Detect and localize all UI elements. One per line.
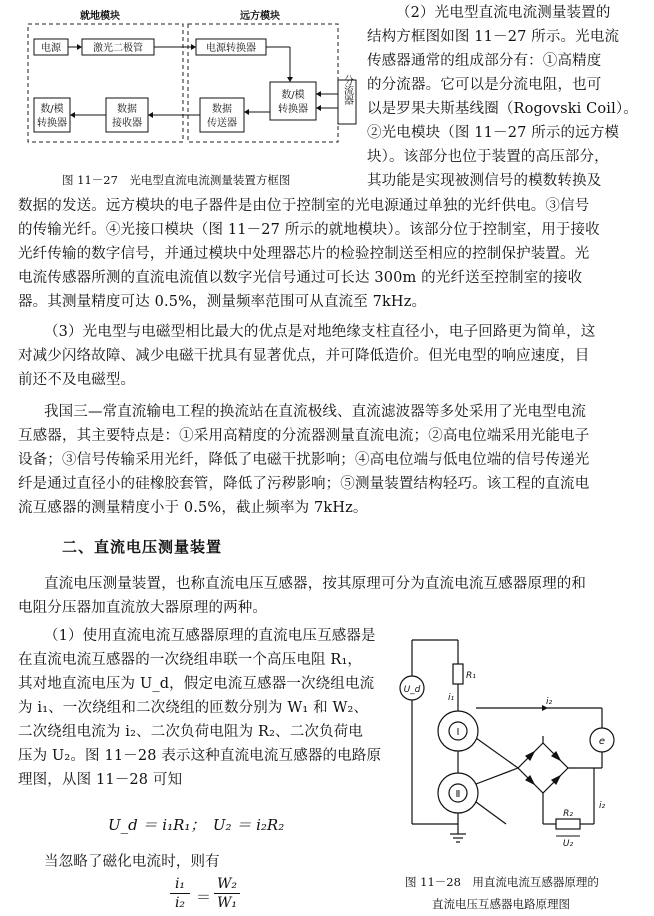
core-2-label: Ⅱ <box>455 789 461 800</box>
figure-11-27-caption: 图 11－27 光电型直流电流测量装置方框图 <box>62 173 291 187</box>
bridge-rectifier <box>518 743 568 793</box>
text-line: 二次绕组电流为 i₂、二次负荷电阻为 R₂、二次负荷电 <box>18 724 363 740</box>
i2-label: i₂ <box>546 697 553 707</box>
text-line: 的传输光纤。④光接口模块（图 11－27 所示的就地模块）。该部分位于控制室，用于接收 <box>18 222 600 238</box>
section-heading: 二、直流电压测量装置 <box>62 538 223 556</box>
text-line: 理图，从图 11－28 可知 <box>18 772 183 788</box>
text-line: 当忽略了磁化电流时，则有 <box>44 854 220 870</box>
text-line: 互感器，其主要特点是：①采用高精度的分流器测量直流电流；②高电位端采用光能电子 <box>18 428 590 444</box>
figure-11-28-caption-line1: 图 11－28 用直流电流互感器原理的 <box>405 875 599 889</box>
ud-label: U_d <box>403 685 421 695</box>
text-line: 为 i₁、一次绕组和二次绕组的匝数分别为 W₁ 和 W₂、 <box>18 700 369 716</box>
meter-label: e <box>598 736 606 747</box>
local-module-label: 就地模块 <box>80 11 120 22</box>
fraction-right-denominator: W₁ <box>216 895 237 911</box>
text-line: 设备；③信号传输采用光纤，降低了电磁干扰影响；④高电位端与低电位端的信号传递光 <box>18 452 590 468</box>
power-label: 电源 <box>41 43 61 54</box>
text-line: 其对地直流电压为 U_d，假定电流互感器一次绕组电流 <box>18 676 375 692</box>
da-converter-label-1: 数/模 <box>40 104 64 115</box>
i2-bottom-label: i₂ <box>599 801 606 811</box>
text-line: 直流电压测量装置，也称直流电压互感器，按其原理可分为直流电流互感器原理的和 <box>44 576 587 592</box>
i1-label: i₁ <box>448 693 455 703</box>
text-line: 其功能是实现被测信号的模数转换及 <box>367 173 602 189</box>
block-diagram-figure <box>20 6 365 164</box>
u2-label: U₂ <box>562 839 574 849</box>
text-line: 压为 U₂。图 11－28 表示这种直流电流互感器的电路原 <box>18 748 382 764</box>
text-line: 数据的发送。远方模块的电子器件是由位于控制室的光电源通过单独的光纤供电。③信号 <box>18 198 590 214</box>
equation-ud-u2: U_d ＝ i₁R₁； U₂ ＝ i₂R₂ <box>108 816 285 834</box>
text-line: 在直流电流互感器的一次绕组串联一个高压电阻 R₁， <box>18 652 363 668</box>
text-line: 的分流器。它可以是分流电阻，也可 <box>367 77 602 93</box>
text-line: ②光电模块（图 11－27 所示的远方模 <box>367 125 620 141</box>
text-line: 纤是通过直径小的硅橡胶套管，降低了污秽影响；⑤测量装置结构轻巧。该工程的直流电 <box>18 476 590 492</box>
ad-converter-label-2: 转换器 <box>278 104 308 115</box>
text-line: 电流传感器所测的直流电流值以数字光信号通过可长达 300m 的光纤送至控制室的接收 <box>18 270 583 286</box>
power-converter-label: 电源转换器 <box>206 43 256 54</box>
fraction-left-numerator: i₁ <box>174 876 186 892</box>
fraction-right-numerator: W₂ <box>216 876 237 892</box>
r2-label: R₂ <box>563 809 573 819</box>
laser-diode-label: 激光二极管 <box>93 43 143 54</box>
r1-label: R₁ <box>466 671 476 681</box>
text-line: 结构方框图如图 11－27 所示。光电流 <box>367 29 620 45</box>
data-receiver-label-1: 数据 <box>117 104 137 115</box>
fraction-left-denominator: i₂ <box>174 895 186 911</box>
text-line: 以是罗果夫斯基线圈（Rogovski Coil）。 <box>367 101 638 117</box>
text-line: 前还不及电磁型。 <box>18 372 136 388</box>
data-transmitter-label-2: 传送器 <box>207 118 237 129</box>
text-line: 传感器通常的组成部分有：①高精度 <box>367 53 602 69</box>
text-line: （2）光电型直流电流测量装置的 <box>396 5 611 21</box>
fraction-right <box>214 876 240 911</box>
figure-11-28-caption-line2: 直流电压互感器电路原理图 <box>432 897 570 911</box>
text-line: （3）光电型与电磁型相比最大的优点是对地绝缘支柱直径小，电子回路更为简单，这 <box>44 324 596 340</box>
text-line: 对减少闪络故障、减少电磁干扰具有显著优点，并可降低造价。但光电型的响应速度，目 <box>18 348 590 364</box>
text-line: 器。其测量精度可达 0.5%，测量频率范围可从直流至 7kHz。 <box>18 294 427 310</box>
shunt-label: 分流器 <box>341 75 353 105</box>
data-transmitter-label-1: 数据 <box>212 104 232 115</box>
text-line: 流互感器的测量精度小于 0.5%，截止频率为 7kHz。 <box>18 500 368 516</box>
ad-converter-label-1: 数/模 <box>281 90 305 101</box>
da-converter-label-2: 转换器 <box>37 118 67 129</box>
fraction-left <box>170 876 190 911</box>
resistor-r1 <box>453 664 463 684</box>
text-line: 光纤传输的数字信号，并通过模块中处理器芯片的检验控制送至相应的控制保护装置。光 <box>18 246 590 262</box>
text-line: 块）。该部分也位于装置的高压部分， <box>367 149 609 165</box>
core-1-label: Ⅰ <box>456 727 460 738</box>
text-line: 电阻分压器加直流放大器原理的两种。 <box>18 600 268 616</box>
resistor-r2 <box>556 819 580 829</box>
data-receiver-label-2: 接收器 <box>112 118 142 129</box>
text-line: （1）使用直流电流互感器原理的直流电压互感器是 <box>44 628 376 644</box>
circuit-diagram-figure <box>398 628 638 866</box>
remote-module-label: 远方模块 <box>240 11 280 22</box>
text-line: 我国三—常直流输电工程的换流站在直流极线、直流滤波器等多处采用了光电型电流 <box>44 404 587 420</box>
fraction-equals: ＝ <box>196 888 212 906</box>
